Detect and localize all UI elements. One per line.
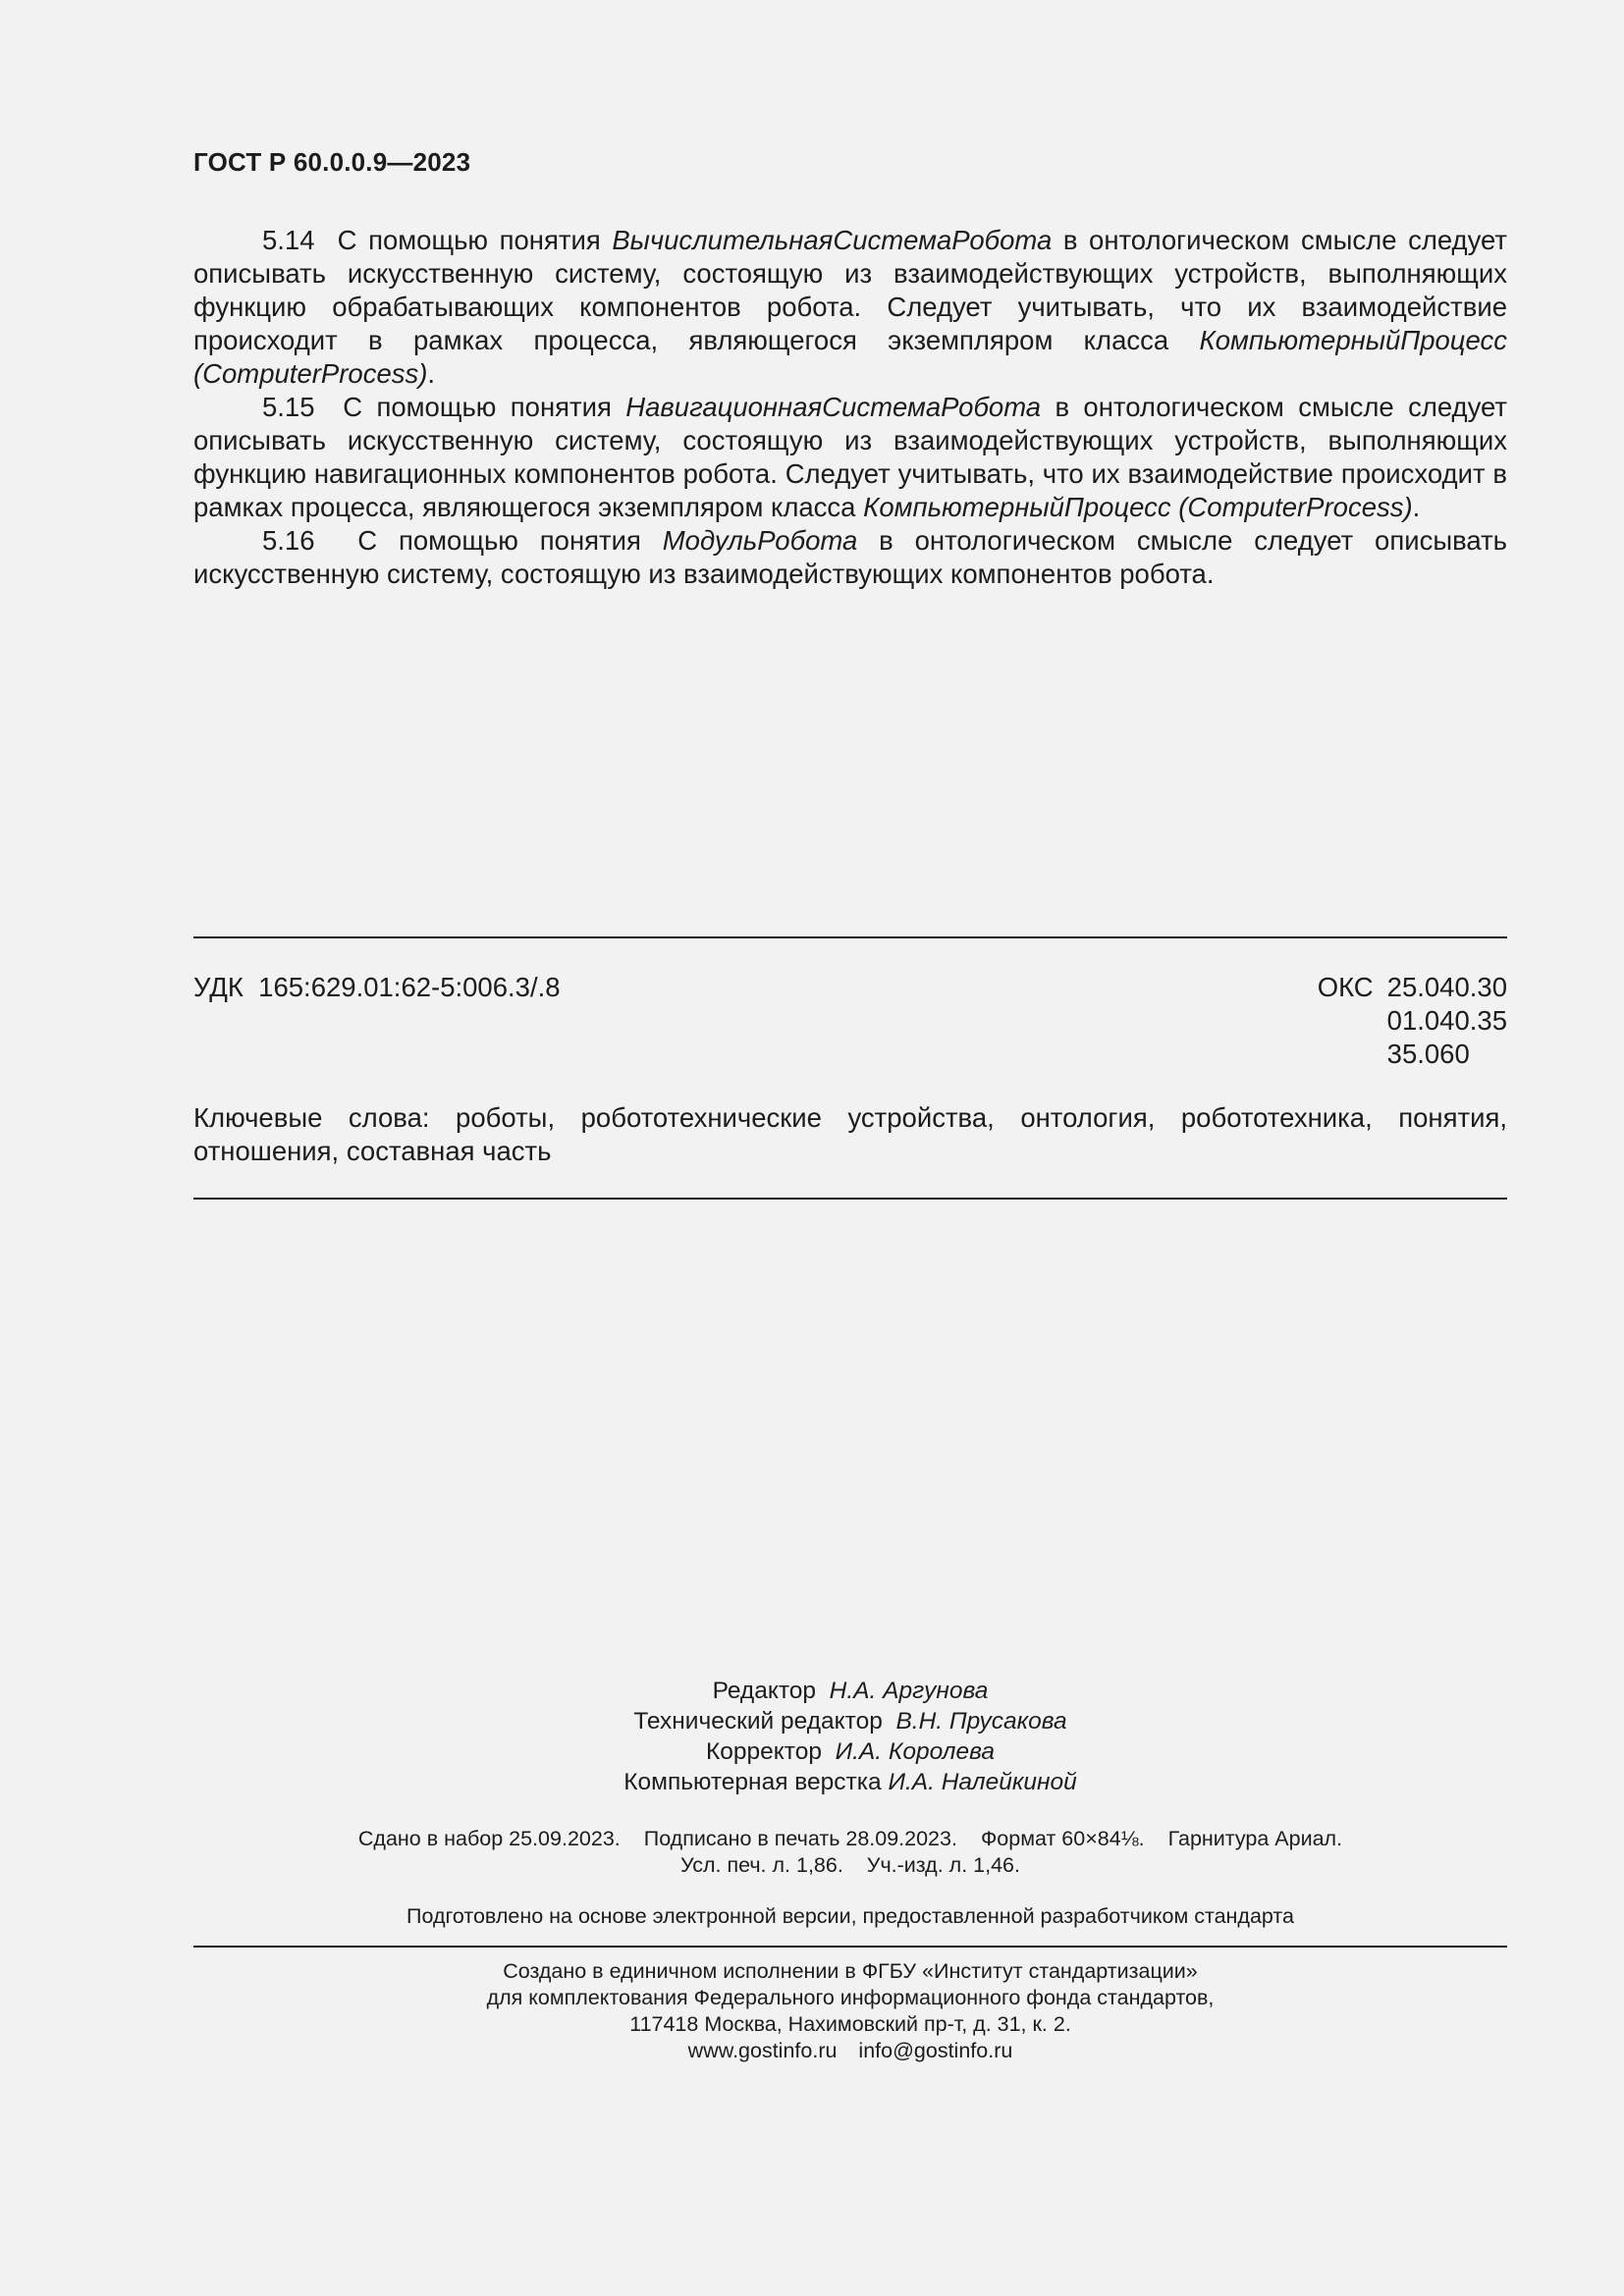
standard-number: ГОСТ Р 60.0.0.9—2023 [193,147,471,177]
credit-proofreader: Корректор И.А. Королева [706,1738,995,1765]
clause-term: МодульРобота [662,525,858,556]
oks-label: ОКС [1317,972,1374,1002]
clause-5-14: 5.14 С помощью понятия ВычислительнаяСистемаРобота в онтологическом смысле следует описывать искусственную систему, состоящую из взаимодействующих устройств, выполняющих функцию обрабатывающих компонентов робота. Следует учитывать, что их взаимодействие происходит в рамках процесса, являющегося экземпляром класса КомпьютерныйПроцесс (ComputerProcess). [193,225,1508,389]
divider-top [193,936,1507,938]
clause-class: КомпьютерныйПроцесс (ComputerProcess) [193,325,1507,389]
print-info: Сдано в набор 25.09.2023. Подписано в печать 28.09.2023. Формат 60×84⅛. Гарнитура Ариал. Усл. печ. л. 1,86. Уч.-изд. л. 1,46. [357,1827,1343,1877]
divider-footer [193,1946,1507,1948]
udk-code: УДК 165:629.01:62-5:006.3/.8 [193,972,561,1002]
clause-number: 5.14 [262,225,315,255]
clause-5-15: 5.15 С помощью понятия НавигационнаяСистемаРобота в онтологическом смысле следует описывать искусственную систему, состоящую из взаимодействующих устройств, выполняющих функцию навигационных компонентов робота. Следует учитывать, что их взаимодействие происходит в рамках процесса, являющегося экземпляром класса КомпьютерныйПроцесс (ComputerProcess). [193,392,1508,522]
credit-editor: Редактор Н.А. Аргунова [712,1678,989,1704]
website-link[interactable]: www.gostinfo.ru [687,2039,838,2062]
credit-tech-editor: Технический редактор В.Н. Прусакова [633,1708,1067,1735]
oks-code: 25.040.30 [1386,972,1507,1002]
oks-code: 01.040.35 [1386,1005,1507,1036]
publisher-footer: Создано в единичном исполнении в ФГБУ «Институт стандартизации» для комплектования Федерального информационного фонда стандартов, 117418 Москва, Нахимовский пр-т, д. 31, к. 2. www.gostinfo.ru info@gostinfo.ru [486,1959,1215,2062]
email-link[interactable]: info@gostinfo.ru [858,2039,1013,2062]
clause-number: 5.15 [262,392,315,422]
credits-block [193,1676,1507,1797]
clauses-block [193,224,1507,591]
oks-code: 35.060 [1386,1039,1470,1069]
clause-term: ВычислительнаяСистемаРобота [612,225,1053,255]
keywords: Ключевые слова: роботы, робототехнические устройства, онтология, робототехника, понятия, отношения, составная часть [193,1102,1507,1166]
credit-layout: Компьютерная верстка И.А. Налейкиной [623,1769,1077,1795]
divider-keywords [193,1198,1507,1200]
clause-5-16: 5.16 С помощью понятия МодульРобота в онтологическом смысле следует описывать искусственную систему, состоящую из взаимодействующих компонентов робота. [193,525,1508,589]
oks-codes [1318,971,1507,1071]
clause-term: НавигационнаяСистемаРобота [625,392,1042,422]
clause-number: 5.16 [262,525,315,556]
prepared-note: Подготовлено на основе электронной версии, предоставленной разработчиком стандарта [406,1904,1294,1928]
clause-class: КомпьютерныйПроцесс (ComputerProcess) [863,492,1413,522]
